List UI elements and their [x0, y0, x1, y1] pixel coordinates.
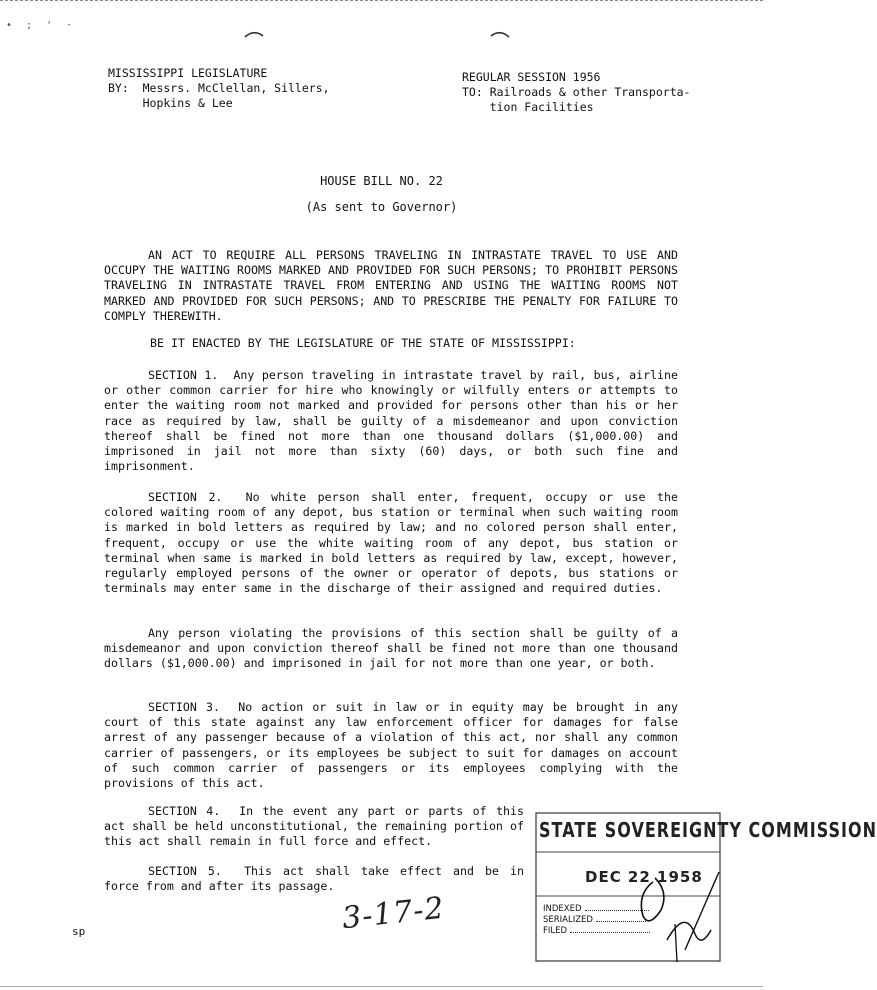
section-1 — [104, 368, 678, 474]
section-2-penalty — [104, 626, 678, 672]
enacting-clause: BE IT ENACTED BY THE LEGISLATURE OF THE STATE OF MISSISSIPPI: — [150, 336, 576, 350]
bill-number: HOUSE BILL NO. 22 — [320, 174, 443, 188]
section-2 — [104, 490, 678, 596]
bottom-edge — [0, 986, 763, 987]
section-heading: SECTION 5. — [148, 864, 222, 878]
punch-mark-icon — [244, 30, 264, 38]
scan-specks: • ; ' · — [6, 20, 77, 31]
punch-mark-icon — [490, 30, 510, 38]
section-heading: SECTION 4. — [148, 804, 221, 818]
handwritten-note: 3-17-2 — [340, 890, 447, 937]
section-text: Any person violating the provisions of this section shall be guilty of a misdemeanor and upon conviction thereof shall be fined not more than one thousand dollars ($1,000.00) and imprisoned in jail for not more than one year, or both. — [104, 626, 678, 671]
top-dashed-edge — [0, 0, 763, 1]
header-left — [108, 66, 330, 111]
section-text: No action or suit in law or in equity may be brought in any court of this state against any law enforcement officer for damages for false arrest of any passenger because of a violation of this act, nor shall any common carrier of passengers, or its employees be subject to suit for damages on account of such common carrier of passengers or its employees complying with the provisions of this act. — [104, 700, 678, 791]
stamp-serialized: SERIALIZED — [543, 915, 593, 925]
stamp-indexed: INDEXED — [543, 904, 582, 914]
section-heading: SECTION 2. — [148, 490, 223, 504]
header-right-line2: TO: Railroads & other Transporta- — [462, 85, 691, 99]
act-title: AN ACT TO REQUIRE ALL PERSONS TRAVELING IN INTRASTATE TRAVEL TO USE AND OCCUPY THE WAITING ROOMS MARKED AND PROVIDED FOR SUCH PERSONS; TO PROHIBIT PERSONS TRAVELING IN INTRASTATE TRAVEL FROM ENTERING AND USING THE WAITING ROOMS NOT MARKED AND PROVIDED FOR SUCH PERSONS; AND TO PRESCRIBE THE PENALTY FOR FAILURE TO COMPLY THEREWITH. — [104, 248, 678, 323]
header-right-line1: REGULAR SESSION 1956 — [462, 70, 601, 84]
received-stamp — [535, 812, 877, 962]
header-right-line3: tion Facilities — [462, 100, 594, 114]
header-right — [462, 70, 690, 115]
section-text: In the event any part or parts of this act shall be held unconstitutional, the remaining portion of this act shall remain in full force and effect. — [104, 804, 524, 849]
stamp-fields — [543, 904, 650, 937]
section-text: Any person traveling in intrastate travel by rail, bus, airline or other common carrier for hire who knowingly or wilfully enters or attempts to enter the waiting room not marked and provided for persons other than his or her race as required by law, shall be guilty of a misdemeanor and upon conviction thereof shall be fined not more than one thousand dollars ($1,000.00) and imprisoned in jail not more than sixty (60) days, or both such fine and imprisonment. — [104, 368, 678, 474]
section-heading: SECTION 1. — [148, 368, 219, 382]
header-left-line1: MISSISSIPPI LEGISLATURE — [108, 66, 268, 80]
header-left-line2: BY: Messrs. McClellan, Sillers, — [108, 81, 330, 95]
section-4 — [104, 804, 524, 850]
stamp-date: DEC 22 1958 — [585, 868, 703, 886]
section-5 — [104, 864, 524, 894]
typist-initials: sp — [72, 925, 86, 938]
section-text: No white person shall enter, frequent, occupy or use the colored waiting room of any depot, bus station or terminal when such waiting room is marked in bold letters as required by law; and no colored person shall enter, frequent, occupy or use the white waiting room of any depot, bus station or terminal when same is marked in bold letters as required by law, except, however, regularly employed persons of the owner or operator of depots, bus stations or terminals may enter same in the discharge of their assigned and required duties. — [104, 490, 678, 596]
section-text: This act shall take effect and be in force from and after its passage. — [104, 864, 524, 894]
stamp-filed: FILED — [543, 926, 568, 936]
stamp-agency: STATE SOVEREIGNTY COMMISSION — [539, 818, 877, 842]
section-3 — [104, 700, 678, 791]
section-heading: SECTION 3. — [148, 700, 220, 714]
bill-status: (As sent to Governor) — [305, 200, 458, 214]
header-left-line3: Hopkins & Lee — [108, 96, 233, 110]
